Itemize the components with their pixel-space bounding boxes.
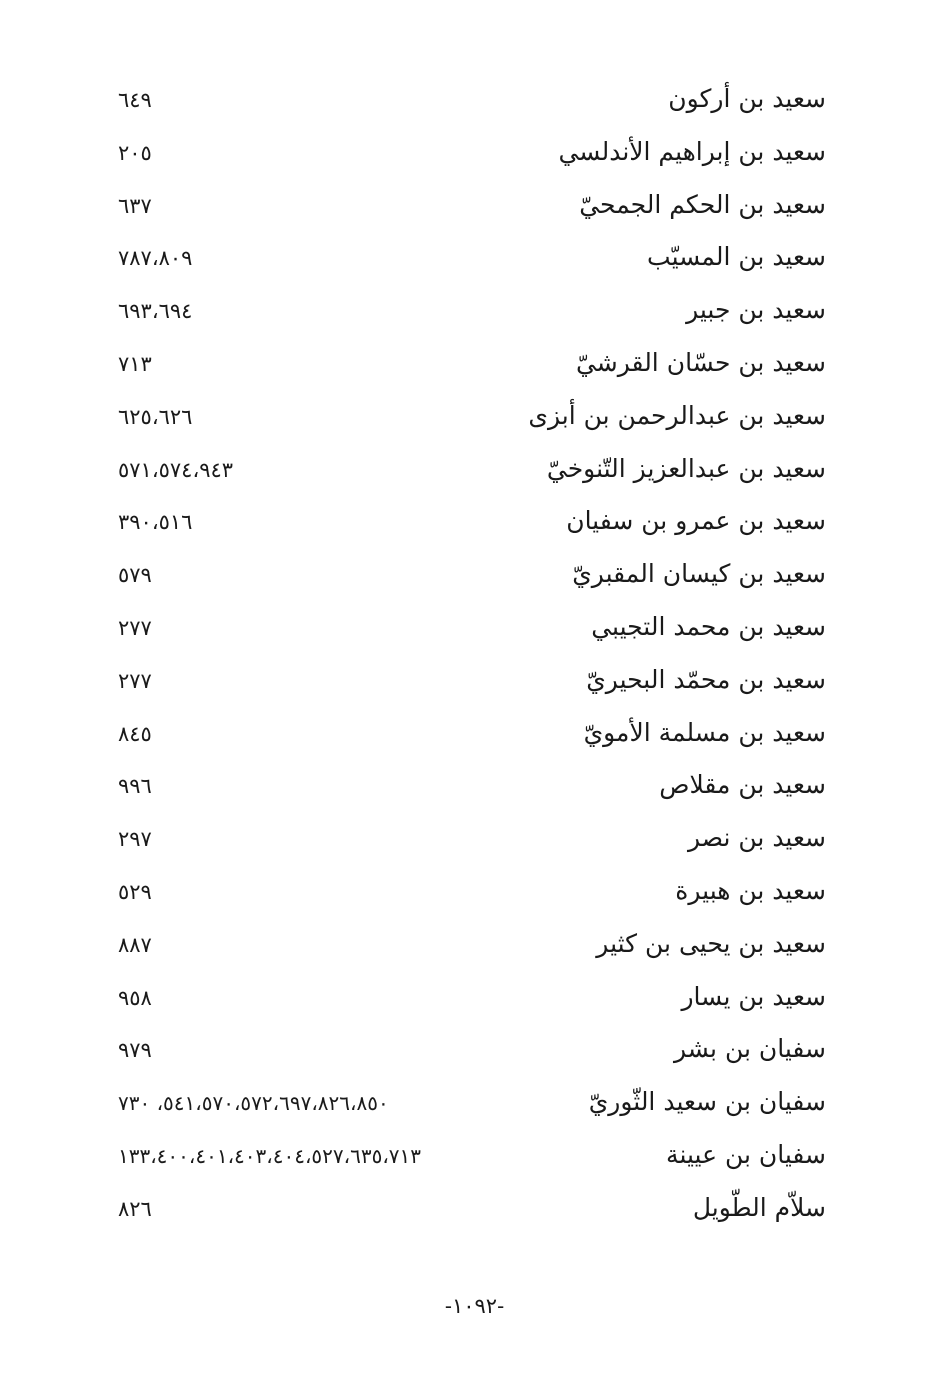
entry-name: سعيد بن عمرو بن سفيان [566,506,826,536]
entry-name: سفيان بن عيينة [666,1139,826,1169]
entry-name: سعيد بن مسلمة الأمويّ [583,717,826,747]
index-entry [110,868,826,921]
entry-name: سعيد بن عبدالرحمن بن أبزى [528,400,826,430]
entry-pages: ٣٩٠،٥١٦ [118,510,193,535]
index-entry [110,446,826,499]
index-entry [110,76,826,129]
index-entry [110,551,826,604]
entry-name: سعيد بن يسار [681,981,826,1011]
index-entry [110,657,826,710]
index-entry [110,1079,826,1132]
entry-pages: ٥٤١،٥٧٠،٥٧٢،٦٩٧،٨٢٦،٨٥٠، ٧٣٠ [118,1091,389,1116]
index-entry [110,498,826,551]
entry-name: سعيد بن مقلاص [659,770,826,800]
entry-name: سعيد بن الحكم الجمحيّ [579,189,826,219]
entry-pages: ٨٢٦ [118,1196,152,1221]
index-entry [110,710,826,763]
entry-pages: ٥٧٩ [118,563,152,588]
entry-pages: ١٣٣،٤٠٠،٤٠١،٤٠٣،٤٠٤،٥٢٧،٦٣٥،٧١٣ [118,1143,421,1168]
entry-pages: ٦٤٩ [118,88,152,112]
entry-pages: ٧٨٧،٨٠٩ [118,246,193,271]
entry-name: سعيد بن محمّد البحيريّ [586,664,826,694]
index-entry [110,182,826,235]
page-number: -١٠٩٢- [444,1294,505,1318]
entry-name: سعيد بن جبير [686,295,826,325]
index-entry [110,604,826,657]
index-entry [110,815,826,868]
entry-pages: ٧١٣ [118,351,152,376]
entry-name: سعيد بن عبدالعزيز التّنوخيّ [546,453,826,483]
entry-name: سعيد بن هبيرة [675,875,826,905]
entry-name: سعيد بن أركون [668,84,826,113]
entry-pages: ٢٩٧ [118,827,152,852]
entry-name: سعيد بن حسّان القرشيّ [575,347,826,377]
entry-pages: ٦٢٥،٦٢٦ [118,404,193,429]
entry-pages: ٢٧٧ [118,668,152,693]
entry-pages: ٢٠٥ [118,140,152,165]
entry-name: سعيد بن نصر [688,823,826,853]
index-entry [110,1185,826,1238]
index-entry [110,129,826,182]
entry-name: سعيد بن كيسان المقبريّ [572,559,826,589]
entry-name: سعيد بن يحيى بن كثير [596,928,826,958]
index-entry [110,1132,826,1185]
entry-name: سفيان بن بشر [673,1034,826,1064]
index-entry [110,340,826,393]
index-entry [110,762,826,815]
entry-pages: ٢٧٧ [118,615,152,640]
index-entry [110,1026,826,1079]
index-entry [110,393,826,446]
index-entry [110,974,826,1027]
entry-pages: ٩٧٩ [118,1038,152,1063]
entry-name: سلاّم الطّويل [692,1192,826,1222]
entry-name: سفيان بن سعيد الثّوريّ [588,1087,826,1117]
entry-pages: ٦٣٧ [118,193,152,218]
entry-name: سعيد بن محمد التجيبي [591,611,826,641]
entry-pages: ٨٨٧ [118,932,152,957]
index-entry [110,287,826,340]
index-entries [110,76,826,1238]
entry-name: سعيد بن إبراهيم الأندلسي [558,136,826,166]
entry-name: سعيد بن المسيّب [647,242,826,272]
entry-pages: ٦٩٣،٦٩٤ [118,299,193,324]
entry-pages: ٩٥٨ [118,985,152,1010]
entry-pages: ٩٩٦ [118,774,152,799]
index-entry [110,921,826,974]
index-entry [110,234,826,287]
entry-pages: ٥٢٩ [118,879,152,904]
entry-pages: ٨٤٥ [118,721,152,746]
entry-pages: ٥٧١،٥٧٤،٩٤٣ [118,457,234,482]
